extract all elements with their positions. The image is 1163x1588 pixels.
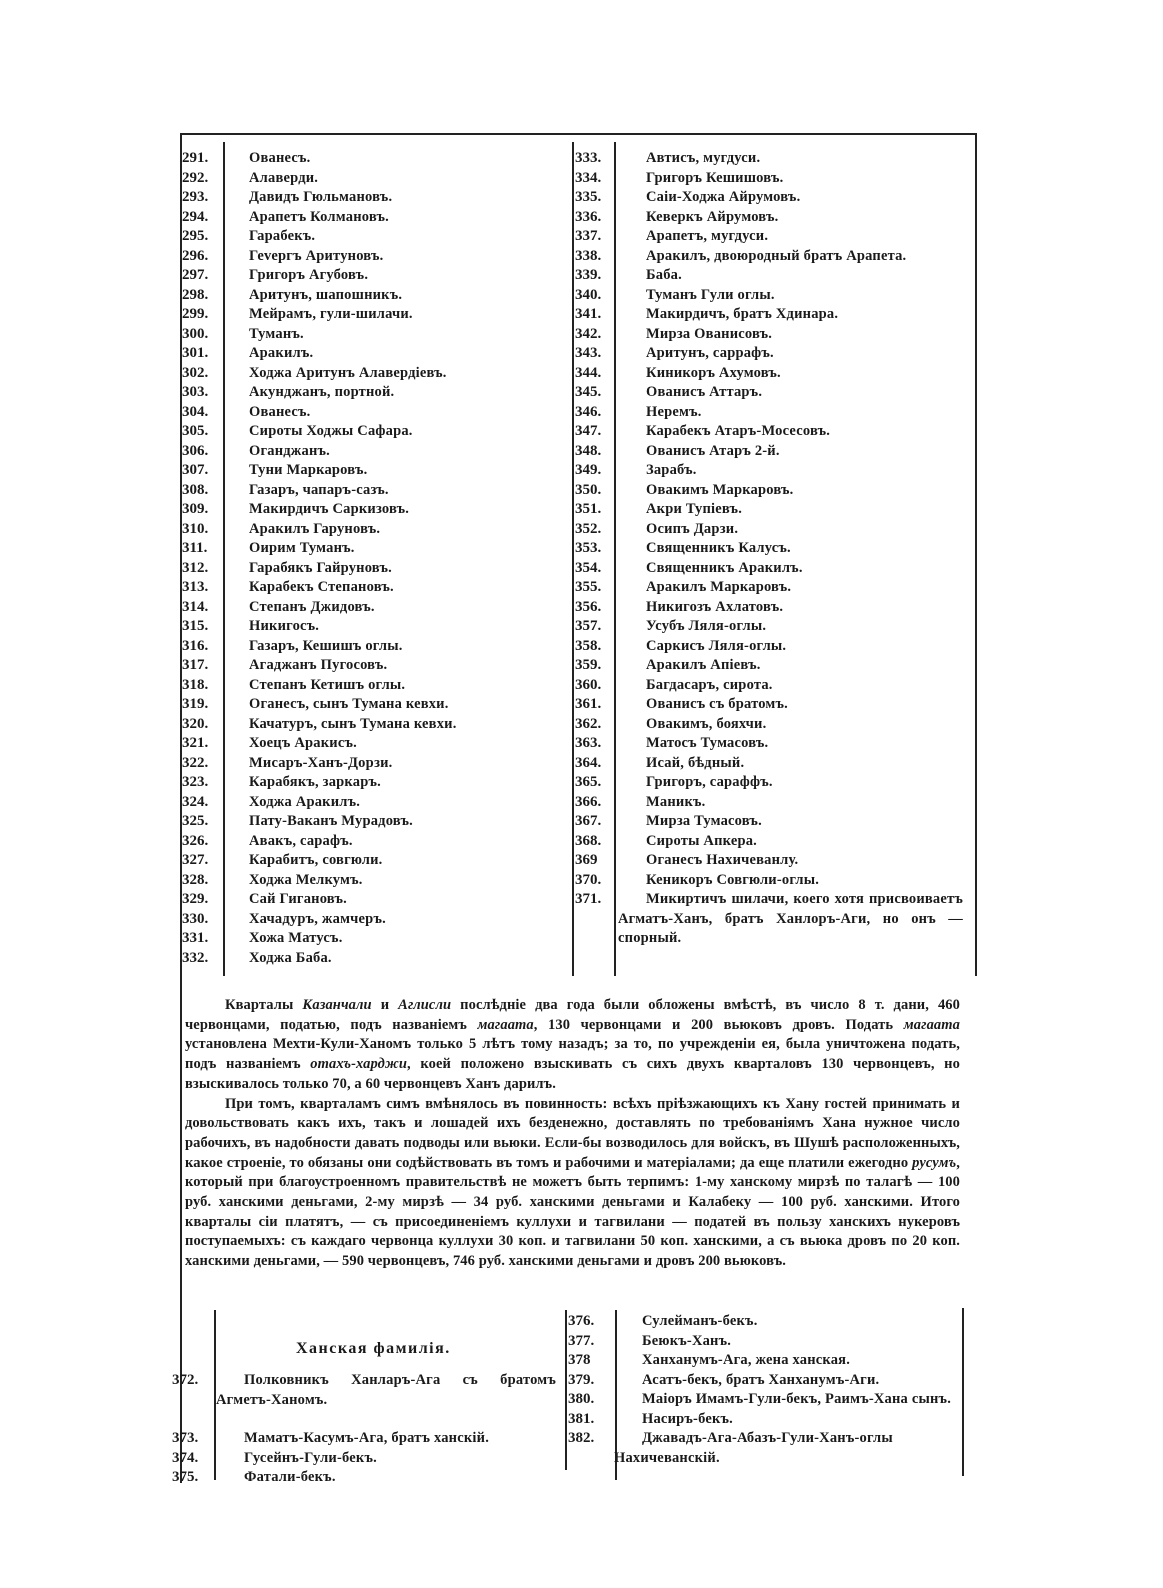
entry-number: 332. <box>182 949 209 966</box>
entry-number: 372. <box>172 1372 199 1388</box>
list-item <box>575 305 970 325</box>
list-item <box>575 676 970 696</box>
entry-number: 327. <box>182 852 209 868</box>
list-item <box>575 461 970 481</box>
entry-number: 302. <box>182 364 209 381</box>
entry-number: 328. <box>182 871 209 888</box>
entry-number: 358. <box>575 637 602 654</box>
entry-number: 371. <box>575 891 602 907</box>
entry-name: Ованисъ Аттаръ. <box>646 384 763 400</box>
entry-number: 316. <box>182 637 209 654</box>
entry-number: 331. <box>182 930 209 946</box>
entry-number: 321. <box>182 735 209 751</box>
frame-top-rule <box>180 133 977 135</box>
list-item <box>182 715 567 735</box>
list-item <box>575 188 970 208</box>
list-item <box>575 851 970 871</box>
list-item <box>568 1390 963 1410</box>
list-item <box>182 578 567 598</box>
entry-name: Мисаръ-Ханъ-Дорзи. <box>249 754 393 771</box>
entry-number: 370. <box>575 871 602 888</box>
entry-name: Карабекъ Степановъ. <box>249 579 394 595</box>
list-item <box>575 715 970 735</box>
entry-name: Никигозъ Ахлатовъ. <box>646 598 784 615</box>
list-item <box>182 734 567 754</box>
entry-name: Пату-Ваканъ Мурадовъ. <box>249 813 413 829</box>
entry-number: 308. <box>182 481 209 498</box>
list-item <box>182 812 567 832</box>
entry-name: Авакъ, сарафъ. <box>249 832 353 849</box>
list-item <box>575 539 970 559</box>
entry-name: Сулейманъ-бекъ. <box>642 1313 758 1329</box>
entry-name: Гарабякъ Гайруновъ. <box>249 559 392 576</box>
entry-number: 295. <box>182 228 209 244</box>
entry-name: Оганджанъ. <box>249 442 330 459</box>
entry-name: Неремъ. <box>646 403 702 420</box>
entry-name: Насиръ-бекъ. <box>642 1410 733 1427</box>
entry-name: Давидъ Гюльмановъ. <box>249 189 393 205</box>
entry-number: 334. <box>575 169 602 186</box>
list-item <box>575 890 970 948</box>
entry-name: Акри Тупіевъ. <box>646 501 743 517</box>
entry-number: 292. <box>182 169 209 186</box>
entry-number: 304. <box>182 403 209 420</box>
list-item <box>575 442 970 462</box>
entry-name: Ходжа Баба. <box>249 949 332 966</box>
entry-number: 291. <box>182 150 209 166</box>
entry-name: Ованесъ. <box>249 403 311 420</box>
entry-number: 341. <box>575 306 602 322</box>
entry-number: 325. <box>182 813 209 829</box>
list-item <box>182 656 567 676</box>
list-item <box>182 266 567 286</box>
entry-name: Степанъ Кетишъ оглы. <box>249 676 406 693</box>
list-item <box>182 208 567 228</box>
entry-number: 300. <box>182 325 209 342</box>
entry-name: Маіоръ Имамъ-Гули-бекъ, Раимъ-Хана сынъ. <box>642 1391 952 1407</box>
entry-name: Ованисъ Атаръ 2-й. <box>646 442 780 459</box>
entry-number: 299. <box>182 306 209 322</box>
entry-number: 296. <box>182 247 209 264</box>
entry-name: Сироты Апкера. <box>646 832 758 849</box>
entry-name: Баба. <box>646 267 682 283</box>
entry-number: 357. <box>575 618 602 634</box>
entry-number: 336. <box>575 208 602 225</box>
list-item <box>568 1371 963 1391</box>
entry-number: 310. <box>182 520 209 537</box>
list-item <box>575 637 970 657</box>
list-item <box>182 851 567 871</box>
list-item <box>568 1410 963 1430</box>
list-item <box>568 1351 963 1371</box>
list-item <box>182 539 567 559</box>
list-item <box>182 169 567 189</box>
list-item <box>182 461 567 481</box>
list-item <box>575 481 970 501</box>
entry-name: Макирдичъ, братъ Хдинара. <box>646 306 839 322</box>
entry-number: 369 <box>575 852 598 868</box>
list-item <box>182 286 567 306</box>
entry-number: 381. <box>568 1410 595 1427</box>
entry-name: Газаръ, Кешишъ оглы. <box>249 637 403 654</box>
list-item <box>182 832 567 852</box>
list-item <box>575 403 970 423</box>
list-item <box>575 598 970 618</box>
entry-number: 375. <box>172 1469 199 1485</box>
entry-number: 359. <box>575 657 602 673</box>
entry-number: 329. <box>182 891 209 907</box>
entry-name: Мейрамъ, гули-шилачи. <box>249 306 413 322</box>
entry-number: 303. <box>182 384 209 400</box>
list-item <box>575 169 970 189</box>
list-item <box>182 637 567 657</box>
entry-number: 298. <box>182 286 209 303</box>
list-item <box>182 598 567 618</box>
entry-name: Макирдичъ Саркизовъ. <box>249 501 410 517</box>
entry-number: 297. <box>182 267 209 283</box>
center-rule <box>572 142 574 976</box>
entry-number: 365. <box>575 774 602 790</box>
entry-number: 309. <box>182 501 209 517</box>
entry-number: 307. <box>182 462 209 478</box>
list-item <box>575 734 970 754</box>
entry-number: 376. <box>568 1313 595 1329</box>
entry-number: 340. <box>575 286 602 303</box>
frame-right-rule <box>975 133 977 976</box>
list-item <box>182 559 567 579</box>
entry-name: Киникоръ Ахумовъ. <box>646 364 781 381</box>
list-item <box>172 1429 564 1449</box>
list-item <box>568 1429 963 1487</box>
list-item <box>182 871 567 891</box>
entry-name: Священникъ Аракилъ. <box>646 559 803 576</box>
entry-name: Сироты Ходжы Сафара. <box>249 423 413 439</box>
entry-name: Ханханумъ-Ага, жена ханская. <box>642 1352 851 1368</box>
entry-name: Кеверкъ Айрумовъ. <box>646 208 779 225</box>
entry-number: 314. <box>182 598 209 615</box>
entry-name: Ходжа Мелкумъ. <box>249 871 363 888</box>
entry-name: Туманъ Гули оглы. <box>646 286 775 303</box>
entry-name: Аритунъ, саррафъ. <box>646 345 774 361</box>
entry-name: Мирза Тумасовъ. <box>646 813 762 829</box>
list-item <box>182 773 567 793</box>
list-item <box>575 812 970 832</box>
entry-name: Алаверди. <box>249 169 319 186</box>
entry-number: 312. <box>182 559 209 576</box>
entry-name: Карабитъ, совгюли. <box>249 852 383 868</box>
entry-name: Багдасаръ, сирота. <box>646 676 773 693</box>
entry-number: 345. <box>575 384 602 400</box>
list-item <box>568 1332 963 1352</box>
entry-name: Аракилъ Гаруновъ. <box>249 520 381 537</box>
list-item <box>182 188 567 208</box>
entry-name: Исай, бѣдный. <box>646 754 745 771</box>
entry-name: Полковникъ Ханларъ-Ага съ братомъ Агметъ-Ханомъ. <box>216 1372 556 1408</box>
entry-number: 324. <box>182 793 209 810</box>
entry-number: 350. <box>575 481 602 498</box>
entry-name: Сай Гигановъ. <box>249 891 347 907</box>
entry-name: Овакимъ, бояхчи. <box>646 715 767 732</box>
entry-name: Ходжа Аритунъ Алавердіевъ. <box>249 364 447 381</box>
entry-number: 294. <box>182 208 209 225</box>
entry-number: 353. <box>575 540 602 556</box>
entry-name: Зарабъ. <box>646 462 697 478</box>
entry-number: 311. <box>182 540 208 556</box>
list-item <box>182 520 567 540</box>
list-item <box>568 1312 963 1332</box>
entry-name: Арапетъ, мугдуси. <box>646 228 769 244</box>
entry-name: Карабекъ Атаръ-Мосесовъ. <box>646 423 831 439</box>
entry-name: Беюкъ-Ханъ. <box>642 1332 732 1349</box>
list-item <box>172 1371 564 1429</box>
list-item <box>575 247 970 267</box>
entry-name: Ованесъ. <box>249 150 311 166</box>
list-item <box>182 422 567 442</box>
entry-number: 319. <box>182 696 209 712</box>
entry-name: Матосъ Тумасовъ. <box>646 735 769 751</box>
entry-number: 317. <box>182 657 209 673</box>
list-item <box>575 695 970 715</box>
entry-name: Аракилъ Маркаровъ. <box>646 579 792 595</box>
entry-number: 349. <box>575 462 602 478</box>
entry-number: 352. <box>575 520 602 537</box>
list-item <box>172 1449 564 1469</box>
entry-number: 330. <box>182 910 209 927</box>
entry-number: 339. <box>575 267 602 283</box>
entry-name: Саркисъ Ляля-оглы. <box>646 637 787 654</box>
left-register-list <box>182 149 567 968</box>
paragraph-2: При томъ, кварталамъ симъ вмѣнялось въ повинность: всѣхъ пріѣзжающихъ къ Хану гостей принимать и довольствовать какъ ихъ, такъ и лошадей ихъ безденежно, доставлять по требованіямъ Хана нужное число рабочихъ, въ надобности давать подводы или вьюки. Если-бы возводилось для войскъ, въ Шушѣ расположенныхъ, какое строеніе, то обязаны они содѣйствовать въ томъ и рабочими и матеріалами; да еще платили ежегодно русумъ, который при благоустроенномъ правительствѣ не можетъ быть терпимъ: 1-му ханскому мирзѣ по талагѣ — 100 руб. ханскими деньгами, 2-му мирзѣ — 34 руб. ханскими деньгами и Калабеку — 100 руб. ханскими. Итого кварталы сіи платятъ, — съ присоединеніемъ куллухи и тагвилани — податей въ пользу ханскихъ нукеровъ поступаемыхъ: съ каждаго червонца куллухи 30 коп. и тагвилани 50 коп. ханскими, а съ вьюка дровъ по 20 коп. ханскими деньгами, — 590 червонцевъ, 746 руб. ханскими деньгами и дровъ 200 вьюковъ. <box>185 1095 960 1270</box>
khan-left-list <box>172 1371 564 1488</box>
entry-name: Микиртичъ шилачи, коего хотя присвоиваетъ Агматъ-Ханъ, братъ Ханлоръ-Аги, но онъ — спорный. <box>618 891 963 946</box>
entry-number: 342. <box>575 325 602 342</box>
list-item <box>182 949 567 969</box>
list-item <box>182 910 567 930</box>
entry-name: Священникъ Калусъ. <box>646 540 791 556</box>
list-item <box>575 208 970 228</box>
entry-name: Автисъ, мугдуси. <box>646 150 761 166</box>
entry-number: 382. <box>568 1430 595 1446</box>
section-title: Ханская фамилія. <box>296 1340 451 1357</box>
entry-number: 313. <box>182 579 209 595</box>
entry-number: 326. <box>182 832 209 849</box>
entry-name: Григоръ Кешишовъ. <box>646 169 784 186</box>
entry-number: 301. <box>182 345 209 361</box>
entry-number: 373. <box>172 1430 199 1446</box>
entry-number: 305. <box>182 423 209 439</box>
list-item <box>575 832 970 852</box>
entry-name: Арапетъ Колмановъ. <box>249 208 389 225</box>
list-item <box>575 500 970 520</box>
list-item <box>575 266 970 286</box>
entry-name: Никигосъ. <box>249 618 320 634</box>
entry-number: 343. <box>575 345 602 361</box>
list-item <box>182 383 567 403</box>
entry-number: 374. <box>172 1449 199 1466</box>
entry-name: Ходжа Аракилъ. <box>249 793 361 810</box>
entry-number: 366. <box>575 793 602 810</box>
list-item <box>182 149 567 169</box>
entry-number: 364. <box>575 754 602 771</box>
list-item <box>182 442 567 462</box>
entry-name: Аритунъ, шапошникъ. <box>249 286 403 303</box>
list-item <box>172 1468 564 1488</box>
entry-name: Григоръ Агубовъ. <box>249 267 369 283</box>
entry-name: Хачадуръ, жамчеръ. <box>249 910 386 927</box>
khan-center-rule <box>565 1310 567 1470</box>
entry-number: 347. <box>575 423 602 439</box>
entry-number: 351. <box>575 501 602 517</box>
entry-number: 377. <box>568 1332 595 1349</box>
entry-number: 363. <box>575 735 602 751</box>
entry-number: 337. <box>575 228 602 244</box>
list-item <box>182 305 567 325</box>
entry-number: 315. <box>182 618 209 634</box>
list-item <box>182 403 567 423</box>
entry-name: Маматъ-Касумъ-Ага, братъ ханскій. <box>244 1430 490 1446</box>
list-item <box>182 325 567 345</box>
list-item <box>182 247 567 267</box>
entry-name: Геvергъ Аритуновъ. <box>249 247 384 264</box>
list-item <box>575 325 970 345</box>
list-item <box>575 227 970 247</box>
list-item <box>182 344 567 364</box>
entry-name: Аракилъ Апіевъ. <box>646 657 761 673</box>
entry-number: 322. <box>182 754 209 771</box>
entry-number: 348. <box>575 442 602 459</box>
entry-name: Аракилъ. <box>249 345 314 361</box>
entry-name: Оганесъ, сынъ Тумана кевхи. <box>249 696 449 712</box>
entry-name: Хоецъ Аракисъ. <box>249 735 357 751</box>
list-item <box>182 754 567 774</box>
list-item <box>575 383 970 403</box>
entry-number: 344. <box>575 364 602 381</box>
entry-number: 320. <box>182 715 209 732</box>
entry-name: Овакимъ Маркаровъ. <box>646 481 794 498</box>
entry-name: Осипъ Дарзи. <box>646 520 739 537</box>
list-item <box>575 422 970 442</box>
entry-name: Асатъ-бекъ, братъ Ханханумъ-Аги. <box>642 1371 880 1388</box>
list-item <box>182 890 567 910</box>
entry-number: 318. <box>182 676 209 693</box>
list-item <box>575 578 970 598</box>
entry-number: 368. <box>575 832 602 849</box>
list-item <box>575 754 970 774</box>
entry-number: 323. <box>182 774 209 790</box>
list-item <box>575 656 970 676</box>
list-item <box>575 559 970 579</box>
entry-number: 379. <box>568 1371 595 1388</box>
list-item <box>575 364 970 384</box>
entry-number: 356. <box>575 598 602 615</box>
list-item <box>575 617 970 637</box>
entry-number: 354. <box>575 559 602 576</box>
entry-number: 338. <box>575 247 602 264</box>
right-register-list <box>575 149 970 948</box>
entry-number: 361. <box>575 696 602 712</box>
list-item <box>182 481 567 501</box>
paragraph-1: Кварталы Казанчали и Аглисли послѣдніе два года были обложены вмѣстѣ, въ число 8 т. дани, 460 червонцами, податью, подъ названіемъ магаата, 130 червонцами и 200 вьюковъ дровъ. Подать магаата установлена Мехти-Кули-Ханомъ только 5 лѣтъ тому назадъ; за то, по учрежденіи ея, была уничтожена подать, подъ названіемъ отахъ-харджи, коей положено взыскивать съ сихъ двухъ кварталовъ 130 червонцевъ, но взыскивалось только 70, а 60 червонцевъ Ханъ дарилъ. <box>185 997 960 1092</box>
entry-number: 367. <box>575 813 602 829</box>
list-item <box>575 520 970 540</box>
entry-number: 378 <box>568 1352 591 1368</box>
entry-number: 346. <box>575 403 602 420</box>
entry-name: Качатуръ, сынъ Тумана кевхи. <box>249 715 457 732</box>
list-item <box>182 929 567 949</box>
entry-name: Туни Маркаровъ. <box>249 462 368 478</box>
entry-name: Акунджанъ, портной. <box>249 384 395 400</box>
entry-number: 355. <box>575 579 602 595</box>
entry-name: Аракилъ, двоюродный братъ Арапета. <box>646 247 907 264</box>
entry-name: Агаджанъ Пугосовъ. <box>249 657 388 673</box>
list-item <box>182 500 567 520</box>
khan-right-list <box>568 1312 963 1487</box>
entry-number: 362. <box>575 715 602 732</box>
list-item <box>182 695 567 715</box>
list-item <box>182 364 567 384</box>
entry-name: Усубъ Ляля-оглы. <box>646 618 767 634</box>
entry-name: Джавадъ-Ага-Абазъ-Гули-Ханъ-оглы Нахичеванскій. <box>614 1430 893 1466</box>
entry-name: Мирза Ованисовъ. <box>646 325 773 342</box>
entry-number: 335. <box>575 189 602 205</box>
list-item <box>182 793 567 813</box>
list-item <box>575 344 970 364</box>
entry-name: Григоръ, сараффъ. <box>646 774 773 790</box>
entry-name: Газаръ, чапаръ-сазъ. <box>249 481 389 498</box>
entry-name: Фатали-бекъ. <box>244 1469 336 1485</box>
list-item <box>575 286 970 306</box>
list-item <box>575 149 970 169</box>
entry-number: 360. <box>575 676 602 693</box>
entry-number: 380. <box>568 1391 595 1407</box>
entry-name: Туманъ. <box>249 325 304 342</box>
entry-name: Степанъ Джидовъ. <box>249 598 375 615</box>
entry-name: Гусейнъ-Гули-бекъ. <box>244 1449 377 1466</box>
entry-name: Кеникоръ Совгюли-оглы. <box>646 871 820 888</box>
list-item <box>182 676 567 696</box>
list-item <box>575 793 970 813</box>
list-item <box>182 617 567 637</box>
list-item <box>575 773 970 793</box>
entry-name: Саіи-Ходжа Айрумовъ. <box>646 189 801 205</box>
body-paragraph <box>185 996 960 1272</box>
entry-name: Гарабекъ. <box>249 228 316 244</box>
entry-name: Хожа Матусъ. <box>249 930 343 946</box>
entry-number: 293. <box>182 189 209 205</box>
entry-name: Ованисъ съ братомъ. <box>646 696 788 712</box>
entry-number: 306. <box>182 442 209 459</box>
entry-name: Карабякъ, заркаръ. <box>249 774 381 790</box>
entry-name: Оирим Туманъ. <box>249 540 355 556</box>
list-item <box>575 871 970 891</box>
list-item <box>182 227 567 247</box>
entry-name: Оганесъ Нахичеванлу. <box>646 852 799 868</box>
entry-number: 333. <box>575 150 602 166</box>
entry-name: Маникъ. <box>646 793 706 810</box>
